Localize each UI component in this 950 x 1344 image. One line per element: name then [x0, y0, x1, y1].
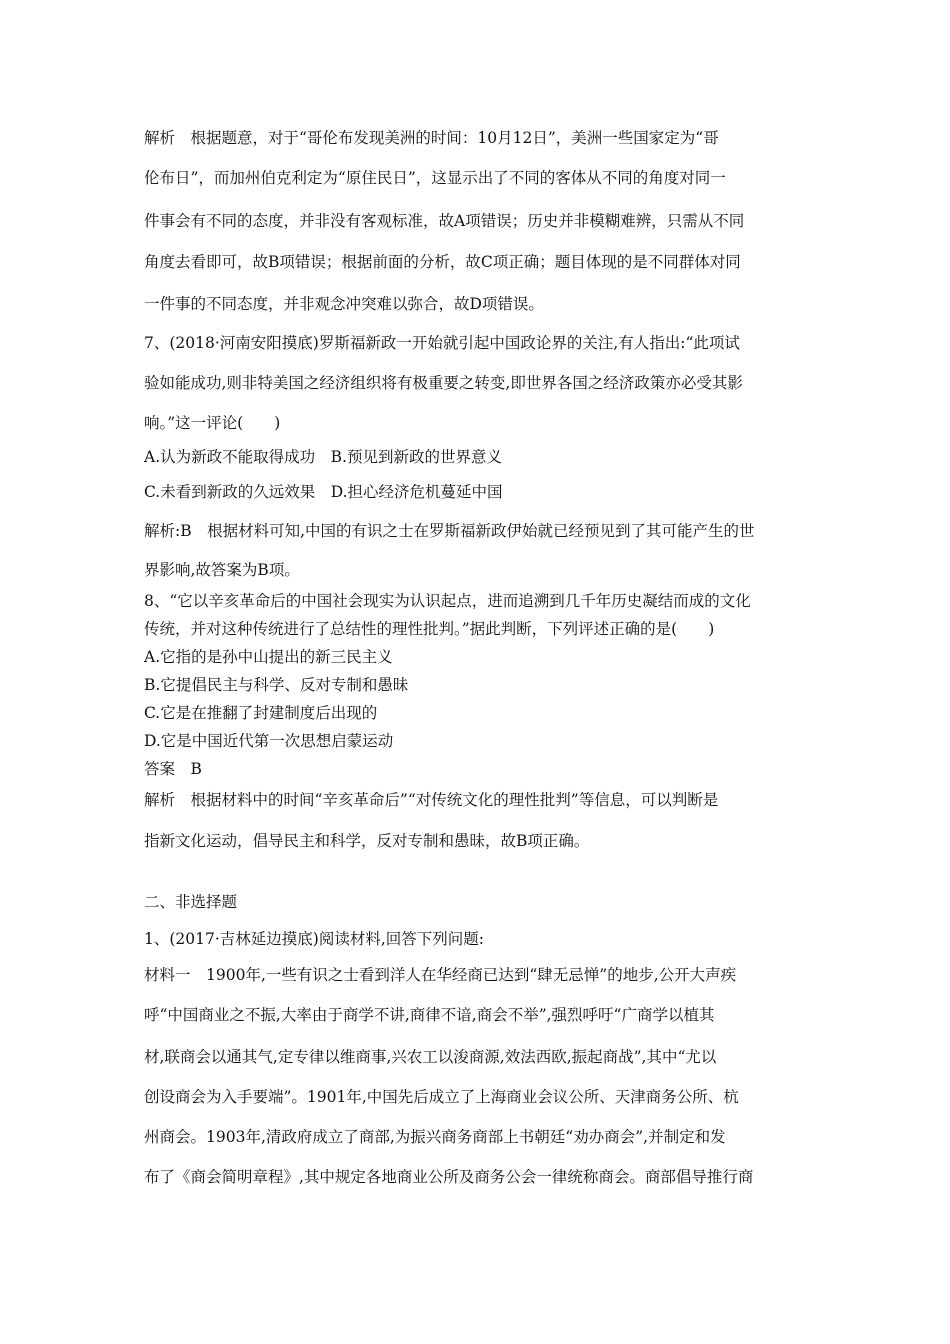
text-line: 解析 根据题意，对于“哥伦布发现美洲的时间：10月12日”，美洲一些国家定为“哥: [144, 129, 719, 147]
text-line: 7、(2018·河南安阳摸底)罗斯福新政一开始就引起中国政论界的关注,有人指出:“此项试: [144, 334, 740, 352]
option-line: B.它提倡民主与科学、反对专制和愚昧: [144, 676, 409, 694]
text-line: 一件事的不同态度，并非观念冲突难以弥合，故D项错误。: [144, 295, 544, 313]
text-line: 8、“它以辛亥革命后的中国社会现实为认识起点，进而追溯到几千年历史凝结而成的文化: [144, 592, 751, 610]
option-line: C.未看到新政的久远效果 D.担心经济危机蔓延中国: [144, 483, 503, 501]
text-line: 布了《商会简明章程》,其中规定各地商业公所及商务公会一律统称商会。商部倡导推行商: [144, 1168, 754, 1186]
text-line: 解析 根据材料中的时间“辛亥革命后”“对传统文化的理性批判”等信息，可以判断是: [144, 791, 719, 809]
text-line: 解析:B 根据材料可知,中国的有识之士在罗斯福新政伊始就已经预见到了其可能产生的世: [144, 522, 755, 540]
option-line: A.它指的是孙中山提出的新三民主义: [144, 648, 393, 666]
option-line: A.认为新政不能取得成功 B.预见到新政的世界意义: [144, 448, 502, 466]
text-line: 创设商会为入手要端”。1901年,中国先后成立了上海商业会议公所、天津商务公所、杭: [144, 1088, 739, 1106]
text-line: 件事会有不同的态度，并非没有客观标准，故A项错误；历史并非模糊难辨，只需从不同: [144, 212, 745, 230]
text-line: 指新文化运动，倡导民主和科学，反对专制和愚昧，故B项正确。: [144, 832, 590, 850]
text-line: 界影响,故答案为B项。: [144, 561, 300, 579]
text-line: 1、(2017·吉林延边摸底)阅读材料,回答下列问题:: [144, 930, 484, 948]
text-line: 呼“中国商业之不振,大率由于商学不讲,商律不谙,商会不举”,强烈呼吁“广商学以植其: [144, 1006, 715, 1024]
text-line: 材料一 1900年,一些有识之士看到洋人在华经商已达到“肆无忌惮”的地步,公开大声疾: [144, 966, 737, 984]
section-heading: 二、非选择题: [144, 893, 238, 911]
text-line: 伦布日”，而加州伯克利定为“原住民日”，这显示出了不同的客体从不同的角度对同一: [144, 169, 726, 187]
text-line: 响。”这一评论( ): [144, 414, 281, 432]
option-line: C.它是在推翻了封建制度后出现的: [144, 704, 378, 722]
option-line: D.它是中国近代第一次思想启蒙运动: [144, 732, 394, 750]
text-line: 材,联商会以通其气,定专律以维商事,兴农工以浚商源,效法西欧,振起商战”,其中“尤以: [144, 1048, 717, 1066]
text-line: 传统，并对这种传统进行了总结性的理性批判。”据此判断，下列评述正确的是( ): [144, 620, 715, 638]
text-line: 验如能成功,则非特美国之经济组织将有极重要之转变,即世界各国之经济政策亦必受其影: [144, 374, 743, 392]
text-line: 角度去看即可，故B项错误；根据前面的分析，故C项正确；题目体现的是不同群体对同: [144, 253, 741, 271]
text-line: 州商会。1903年,清政府成立了商部,为振兴商务商部上书朝廷“劝办商会”,并制定和发: [144, 1128, 726, 1146]
answer-line: 答案 B: [144, 760, 202, 778]
